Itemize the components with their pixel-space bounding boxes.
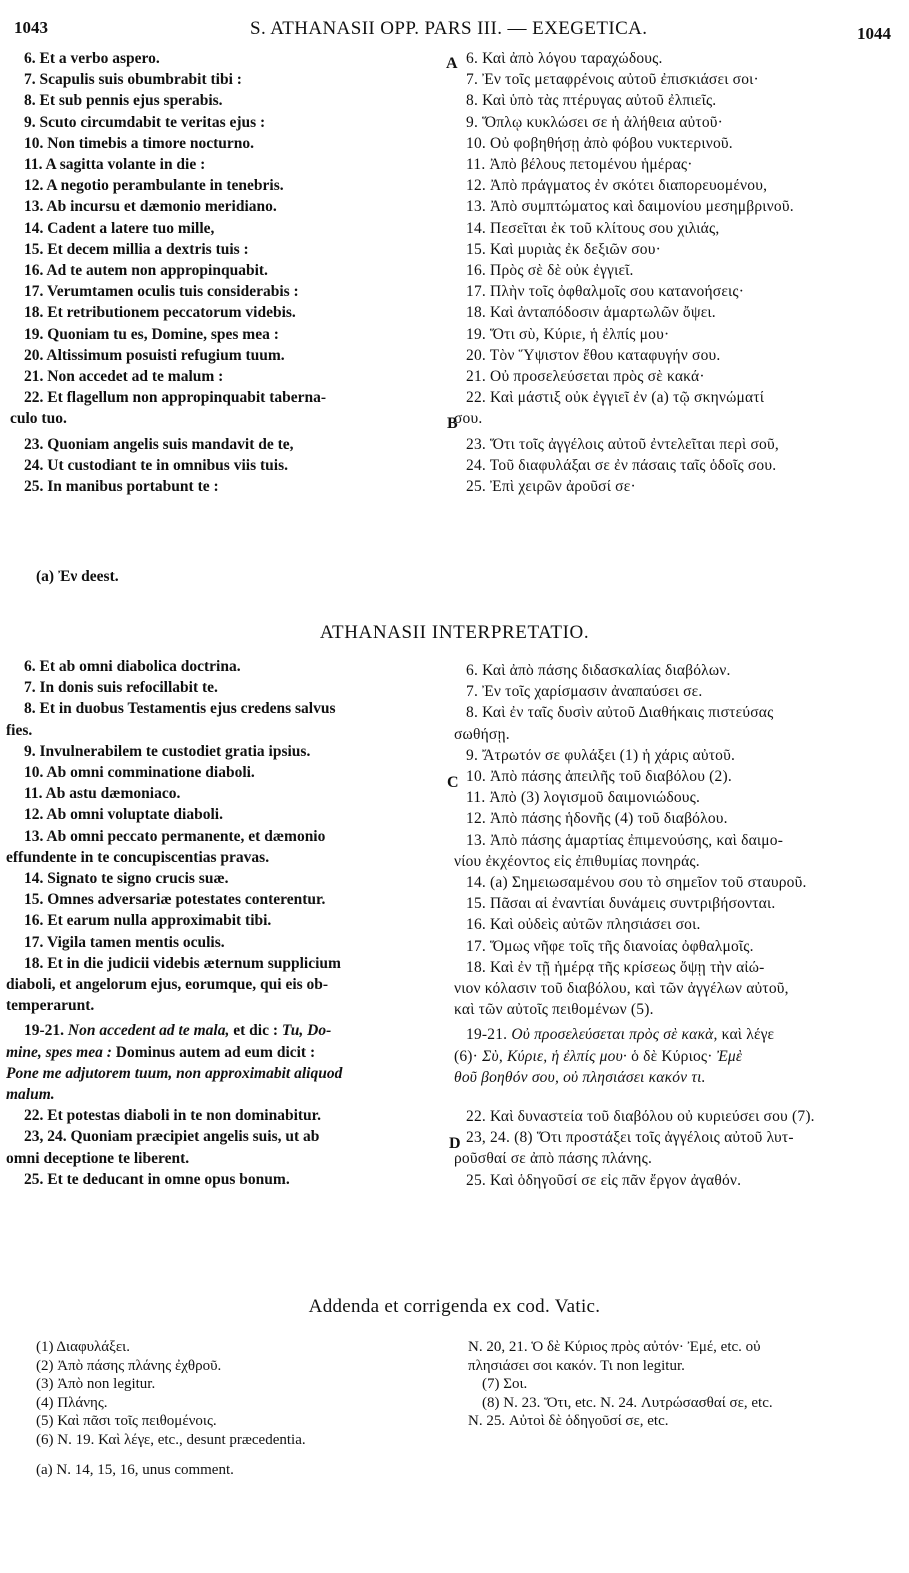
verse-line: 23, 24. Quoniam præcipiet angelis suis, ut ab <box>24 1128 320 1146</box>
verse-line: 22. Καὶ δυναστεία τοῦ διαβόλου οὐ κυριεύσει σου (7). <box>466 1108 815 1126</box>
verse-line: 10. Ἀπὸ πάσης ἀπειλῆς τοῦ διαβόλου (2). <box>466 768 732 786</box>
psalm-latin-column <box>10 48 439 497</box>
verse-text: et dic : <box>229 1022 282 1040</box>
verse-line: diaboli, et angelorum ejus, eorumque, qui eis ob- <box>6 976 329 994</box>
verse-line: 18. Et retributionem peccatorum videbis. <box>24 304 296 322</box>
verse-text: (6)· <box>454 1047 483 1065</box>
verse-line: 16. Ad te autem non appropinquabit. <box>24 262 268 280</box>
verse-line: 11. Ἀπὸ βέλους πετομένου ἡμέρας· <box>466 156 693 174</box>
interpretation-greek-column <box>454 660 891 1191</box>
verse-line: 9. Ὅπλῳ κυκλώσει σε ἡ ἀλήθεια αὐτοῦ· <box>466 113 724 131</box>
addenda-line: (5) Καὶ πᾶσι τοῖς πειθομένοις. <box>36 1413 217 1430</box>
verse-line: 25. In manibus portabunt te : <box>24 478 219 496</box>
verse-line: 7. Scapulis suis obumbrabit tibi : <box>24 71 242 89</box>
verse-line: 25. Et te deducant in omne opus bonum. <box>24 1170 290 1188</box>
verse-line: 19. Quoniam tu es, Domine, spes mea : <box>24 325 279 343</box>
verse-line: σου. <box>454 410 483 428</box>
addenda-line: N. 20, 21. Ὁ δὲ Κύριος πρὸς αὐτόν· Ἐμέ, etc. οὐ <box>468 1339 761 1355</box>
verse-line: 12. A negotio perambulante in tenebris. <box>24 177 284 195</box>
addenda-line: (7) Σοι. <box>482 1376 528 1393</box>
verse-line: 17. Verumtamen oculis tuis considerabis : <box>24 283 299 301</box>
verse-line: 13. Ab omni peccato permanente, et dæmonio <box>24 827 326 845</box>
verse-line: 13. Ἀπὸ πάσης ἁμαρτίας ἐπιμενούσης, καὶ δαιμο- <box>466 831 784 849</box>
verse-line: 14. Signato te signo crucis suæ. <box>24 870 229 888</box>
margin-letter-d: D <box>449 1135 461 1152</box>
verse-line: 17. Vigila tamen mentis oculis. <box>24 933 225 951</box>
addenda-line: (1) Διαφυλάξει. <box>36 1339 130 1355</box>
verse-line: 9. Scuto circumdabit te veritas ejus : <box>24 113 266 131</box>
verse-line: 24. Ut custodiant te in omnibus viis tuis. <box>24 456 288 474</box>
verse-line: ροῦσθαί σε ἀπὸ πάσης πλάνης. <box>454 1150 653 1168</box>
margin-letter-b: B <box>447 415 458 432</box>
addenda-line: (3) Ἀπὸ non legitur. <box>36 1376 156 1393</box>
verse-line: 8. Et sub pennis ejus sperabis. <box>24 92 223 110</box>
quote-text: Σὺ, Κύριε, ἡ ἐλπίς μου· <box>482 1047 627 1065</box>
footnote-a-addenda: (a) N. 14, 15, 16, unus comment. <box>36 1462 234 1478</box>
verse-line: 22. Et potestas diaboli in te non dominabitur. <box>24 1107 322 1125</box>
verse-number: 19-21. <box>466 1026 512 1044</box>
verse-line: 9. Invulnerabilem te custodiet gratia ipsius. <box>24 742 311 760</box>
verse-line: 12. Ab omni voluptate diaboli. <box>24 806 223 824</box>
verse-line: 21. Οὐ προσελεύσεται πρὸς σὲ κακά· <box>466 368 705 386</box>
quote-text: malum. <box>6 1086 55 1104</box>
verse-line: fies. <box>6 721 33 739</box>
verse-line: 10. Οὐ φοβηθήσῃ ἀπὸ φόβου νυκτερινοῦ. <box>466 134 733 152</box>
verse-line: 15. Omnes adversariæ potestates conterentur. <box>24 891 326 909</box>
verse-line: 6. Et ab omni diabolica doctrina. <box>24 658 241 675</box>
verse-line: 7. Ἐν τοῖς χαρίσμασιν ἀναπαύσει σε. <box>466 683 703 701</box>
page-number-left: 1043 <box>14 18 48 37</box>
quote-text: Tu, Do- <box>281 1022 332 1040</box>
verse-line: 10. Non timebis a timore nocturno. <box>24 134 255 152</box>
verse-line: 15. Πᾶσαι αἱ ἐναντίαι δυνάμεις συντριβήσονται. <box>466 895 776 913</box>
verse-line: σωθήσῃ. <box>454 725 510 743</box>
verse-line: 20. Altissimum posuisti refugium tuum. <box>24 346 285 364</box>
verse-line: 12. Ἀπὸ πάσης ἡδονῆς (4) τοῦ διαβόλου. <box>466 810 728 828</box>
verse-line: 12. Ἀπὸ πράγματος ἐν σκότει διαπορευομένου, <box>466 177 768 195</box>
addenda-line: πλησιάσει σοι κακόν. Τι non legitur. <box>468 1357 685 1374</box>
verse-text: καὶ λέγε <box>717 1026 775 1044</box>
verse-line <box>24 1020 444 1041</box>
verse-line: 18. Et in die judicii videbis æternum supplicium <box>24 954 341 972</box>
addenda-line: (8) N. 23. Ὅτι, etc. N. 24. Λυτρώσασθαί σε, etc. <box>482 1394 773 1411</box>
addenda-line: (4) Πλάνης. <box>36 1394 108 1411</box>
psalm-greek-column <box>454 48 891 497</box>
verse-text: Dominus autem ad eum dicit : <box>111 1043 316 1061</box>
verse-line: 22. Καὶ μάστιξ οὐκ ἐγγιεῖ ἐν (a) τῷ σκηνώματί <box>466 389 765 407</box>
verse-line: 7. Ἐν τοῖς μεταφρένοις αὐτοῦ ἐπισκιάσει σοι· <box>466 71 759 89</box>
verse-line: 14. Πεσεῖται ἐκ τοῦ κλίτους σου χιλιάς, <box>466 219 720 237</box>
verse-line: 25. Καὶ ὁδηγοῦσί σε εἰς πᾶν ἔργον ἀγαθόν. <box>466 1171 742 1189</box>
verse-line: 25. Ἐπὶ χειρῶν ἀροῦσί σε· <box>466 478 636 496</box>
verse-line: 8. Καὶ ἐν ταῖς δυσὶν αὐτοῦ Διαθήκαις πιστεύσας <box>466 704 774 722</box>
margin-letter-c: C <box>447 774 459 791</box>
verse-line <box>6 1042 444 1063</box>
verse-line: 8. Καὶ ὑπὸ τὰς πτέρυγας αὐτοῦ ἐλπιεῖς. <box>466 92 717 110</box>
verse-line: 10. Ab omni comminatione diaboli. <box>24 764 255 782</box>
margin-letter-a: A <box>446 55 458 72</box>
verse-line: καὶ τῶν αὐτοῖς πειθομένων (5). <box>454 1001 654 1019</box>
verse-line: 21. Non accedet ad te malum : <box>24 368 224 386</box>
quote-text: θοῦ βοηθόν σου, οὐ πλησιάσει κακόν τι. <box>454 1068 706 1086</box>
verse-line: 16. Καὶ οὐδεὶς αὐτῶν πλησιάσει σοι. <box>466 916 701 934</box>
quote-text: Non accedent ad te mala, <box>67 1022 230 1040</box>
verse-line: 6. Καὶ ἀπὸ λόγου ταραχώδους. <box>466 50 663 67</box>
verse-line: 16. Πρὸς σὲ δὲ οὐκ ἐγγιεῖ. <box>466 262 634 280</box>
verse-line: 8. Et in duobus Testamentis ejus credens salvus <box>24 700 336 718</box>
verse-line: omni deceptione te liberent. <box>6 1149 190 1167</box>
addenda-line: (6) N. 19. Καὶ λέγε, etc., desunt præcedentia. <box>36 1431 306 1448</box>
verse-line: 15. Καὶ μυριὰς ἐκ δεξιῶν σου· <box>466 240 661 258</box>
verse-line: 20. Τὸν Ὕψιστον ἔθου καταφυγήν σου. <box>466 346 721 364</box>
verse-line: 13. Ab incursu et dæmonio meridiano. <box>24 198 277 216</box>
page-number-right: 1044 <box>857 24 891 43</box>
quote-text: Οὐ προσελεύσεται πρὸς σὲ κακὰ, <box>511 1026 718 1044</box>
verse-line: 11. Ab astu dæmoniaco. <box>24 785 181 803</box>
verse-line: 24. Τοῦ διαφυλάξαι σε ἐν πάσαις ταῖς ὁδοῖς σου. <box>466 456 777 474</box>
verse-line: 18. Καὶ ἐν τῇ ἡμέρᾳ τῆς κρίσεως ὄψῃ τὴν αἰώ- <box>466 958 765 976</box>
verse-line: 13. Ἀπὸ συμπτώματος καὶ δαιμονίου μεσημβρινοῦ. <box>466 198 794 216</box>
verse-line: 11. Ἀπὸ (3) λογισμοῦ δαιμονιώδους. <box>466 789 701 807</box>
verse-line: νιον κόλασιν τοῦ διαβόλου, καὶ τῶν ἀγγέλων αὐτοῦ, <box>454 980 789 998</box>
quote-text: mine, spes mea : <box>6 1043 112 1061</box>
verse-number: 19-21. <box>24 1022 68 1040</box>
section-title: ATHANASII INTERPRETATIO. <box>319 622 590 643</box>
verse-line: 14. (a) Σημειωσαμένου σου τὸ σημεῖον τοῦ σταυροῦ. <box>466 874 807 892</box>
verse-line <box>466 1024 891 1045</box>
quote-text: Ἐμὲ <box>716 1047 743 1065</box>
running-header <box>14 18 891 46</box>
verse-line: 16. Et earum nulla approximabit tibi. <box>24 912 272 930</box>
footnote-a: (a) Ἐν deest. <box>36 568 119 585</box>
verse-line: 18. Καὶ ἀνταπόδοσιν ἁμαρτωλῶν ὄψει. <box>466 304 716 322</box>
verse-line: 23, 24. (8) Ὅτι προστάξει τοῖς ἀγγέλοις αὐτοῦ λυτ- <box>466 1129 794 1147</box>
verse-line: 17. Πλὴν τοῖς ὀφθαλμοῖς σου κατανοήσεις· <box>466 283 745 301</box>
verse-line: 23. Quoniam angelis suis mandavit de te, <box>24 435 294 453</box>
interpretation-latin-column <box>6 656 444 1190</box>
verse-line: culo tuo. <box>10 410 67 428</box>
addenda-line: N. 25. Αὐτοὶ δὲ ὁδηγοῦσί σε, etc. <box>468 1413 669 1430</box>
addenda-line: (2) Ἀπὸ πάσης πλάνης ἐχθροῦ. <box>36 1357 222 1374</box>
verse-line: 7. In donis suis refocillabit te. <box>24 679 218 697</box>
addenda-left-column <box>36 1338 456 1450</box>
quote-text: Pone me adjutorem tuum, non approximabit aliquod <box>6 1064 343 1082</box>
running-title: S. ATHANASII OPP. PARS III. — EXEGETICA. <box>250 18 648 39</box>
verse-line: 23. Ὅτι τοῖς ἀγγέλοις αὐτοῦ ἐντελεῖται περὶ σοῦ, <box>466 435 779 453</box>
addenda-right-column <box>468 1338 893 1431</box>
verse-line: 15. Et decem millia a dextris tuis : <box>24 240 249 258</box>
verse-text: ὁ δὲ Κύριος· <box>627 1047 717 1065</box>
verse-line: νίου ἐκχέοντος εἰς ἐπιθυμίας πονηράς. <box>454 852 700 870</box>
verse-line: 9. Ἄτρωτόν σε φυλάξει (1) ἡ χάρις αὐτοῦ. <box>466 746 736 764</box>
verse-line: 17. Ὅμως νῆφε τοῖς τῆς διανοίας ὀφθαλμοῖς. <box>466 937 754 955</box>
addenda-title: Addenda et corrigenda ex cod. Vatic. <box>308 1296 601 1317</box>
verse-line: 19. Ὅτι σὺ, Κύριε, ἡ ἐλπίς μου· <box>466 325 670 343</box>
verse-line: 6. Καὶ ἀπὸ πάσης διδασκαλίας διαβόλων. <box>466 662 731 679</box>
verse-line: temperarunt. <box>6 997 95 1015</box>
verse-line: 11. A sagitta volante in die : <box>24 156 206 174</box>
verse-line: 14. Cadent a latere tuo mille, <box>24 219 215 237</box>
verse-line: effundente in te concupiscentias pravas. <box>6 848 270 866</box>
verse-line: 22. Et flagellum non appropinquabit taberna- <box>24 389 327 407</box>
verse-line: 6. Et a verbo aspero. <box>24 50 160 67</box>
verse-line <box>454 1046 891 1067</box>
